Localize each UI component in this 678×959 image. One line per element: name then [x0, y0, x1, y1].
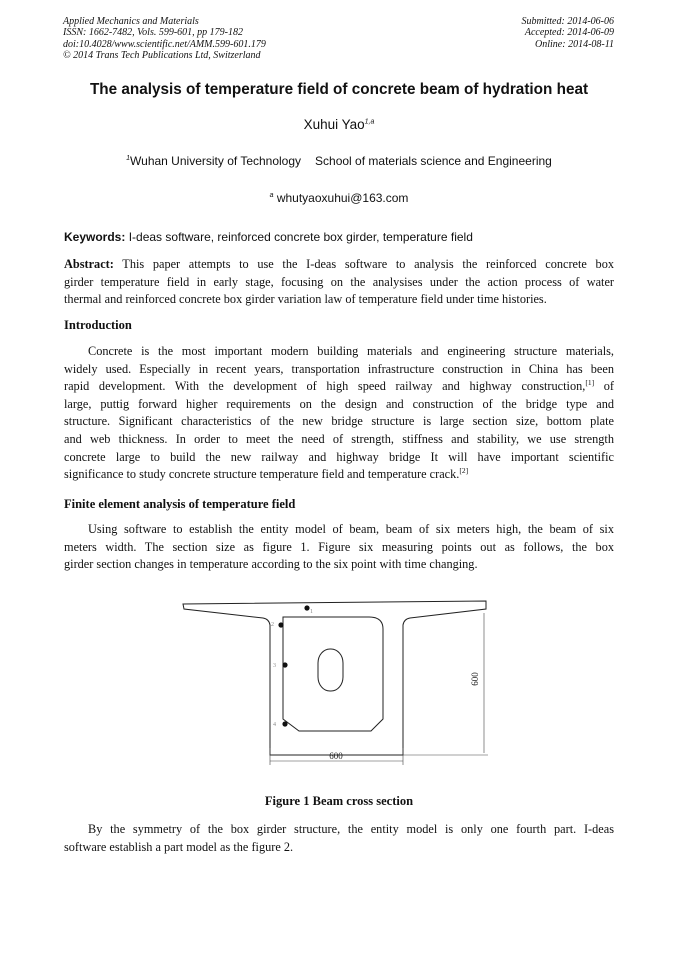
beam-cross-section-figure [175, 583, 495, 771]
author [0, 117, 678, 132]
figure-caption: Figure 1 Beam cross section [264, 794, 414, 808]
author-email [0, 191, 678, 205]
closing-line: software establish a part model as the figure 2. [64, 839, 294, 854]
beam-outline [183, 601, 486, 755]
abstract-line: Abstract: This paper attempts to use the I-deas software to analysis the reinforced concrete box [64, 257, 614, 271]
keywords [64, 230, 616, 244]
journal-copyright: © 2014 Trans Tech Publications Ltd, Switzerland [63, 49, 261, 61]
fea-heading: Finite element analysis of temperature field [64, 497, 296, 511]
point-label: 4 [273, 722, 276, 728]
height-dimension-label: 600 [470, 672, 480, 686]
measuring-point [282, 721, 287, 726]
fea-line: girder section changes in temperature according to the six point with time changing. [64, 557, 478, 572]
affiliation-school: School of materials science and Engineering [315, 154, 552, 168]
journal-doi: doi:10.4028/www.scientific.net/AMM.599-601.179 [63, 38, 266, 50]
point-label: 2 [271, 622, 274, 628]
paper-title: The analysis of temperature field of concrete beam of hydration heat [89, 81, 589, 98]
intro-line: concrete large to build the new railway and highway bridge It will have important scientific [64, 449, 614, 464]
online-date: Online: 2014-08-11 [535, 38, 614, 50]
intro-line: widely used. Especially in recent years, transportation infrastructure construction in China has been [64, 361, 614, 376]
affiliation [0, 154, 678, 168]
journal-info [63, 16, 266, 61]
citation-2: [2] [459, 466, 469, 476]
abstract-line: girder temperature field in early stage, focusing on the analysises under the action process of water [64, 274, 614, 289]
journal-name: Applied Mechanics and Materials [63, 16, 199, 27]
intro-line: large, puttig forward higher requirements on the design and construction of the bridge type and [64, 396, 614, 411]
fea-line: meters width. The section size as figure 1. Figure six measuring points out as follows, the box [64, 539, 614, 554]
journal-issn: ISSN: 1662-7482, Vols. 599-601, pp 179-182 [63, 27, 243, 39]
affiliation-university: Wuhan University of Technology [130, 154, 302, 168]
submission-dates [522, 16, 615, 50]
affiliation-sup: 1 [126, 155, 131, 162]
intro-line: rapid development. With the development of high speed railway and highway construction,[1] of [64, 378, 614, 394]
fea-line: Using software to establish the entity model of beam, beam of six meters high, the beam of six [88, 522, 614, 536]
inner-cell [283, 617, 383, 731]
introduction-heading: Introduction [64, 318, 132, 332]
email-address: whutyaoxuhui@163.com [276, 191, 409, 205]
keywords-label: Keywords: [64, 230, 126, 244]
point-label: 3 [273, 663, 276, 669]
email-sup: a [269, 192, 274, 199]
intro-line: and web thickness. In order to meet the need of strength, stiffness and stability, we use strength [64, 431, 614, 446]
measuring-point [282, 662, 287, 667]
author-name: Xuhui Yao [303, 117, 365, 132]
closing-line: By the symmetry of the box girder structure, the entity model is only one fourth part. I-deas [88, 822, 614, 836]
keywords-text: I-deas software, reinforced concrete box girder, temperature field [128, 230, 473, 244]
citation-1: [1] [585, 378, 595, 388]
abstract [64, 256, 614, 309]
oval-hole [318, 649, 343, 691]
intro-line: Concrete is the most important modern building materials and engineering structure materials, [88, 344, 614, 358]
width-dimension-label: 600 [329, 751, 343, 761]
closing-body [64, 821, 614, 856]
introduction-body [64, 343, 614, 484]
accepted-date: Accepted: 2014-06-09 [524, 27, 614, 39]
author-sup: 1,a [364, 118, 375, 126]
measuring-point [304, 605, 309, 610]
point-label: 1 [310, 609, 313, 615]
submitted-date: Submitted: 2014-06-06 [521, 16, 614, 27]
intro-line: structure. Significant characteristics of the new bridge structure is large section size, bottom plate [64, 414, 614, 429]
measuring-point [278, 622, 283, 627]
abstract-label: Abstract: [64, 257, 114, 271]
abstract-line: thermal and reinforced concrete box girder variation law of temperature field under time histories. [64, 292, 547, 307]
intro-line: significance to study concrete structure temperature field and temperature crack.[2] [64, 466, 469, 482]
fea-body [64, 521, 614, 574]
